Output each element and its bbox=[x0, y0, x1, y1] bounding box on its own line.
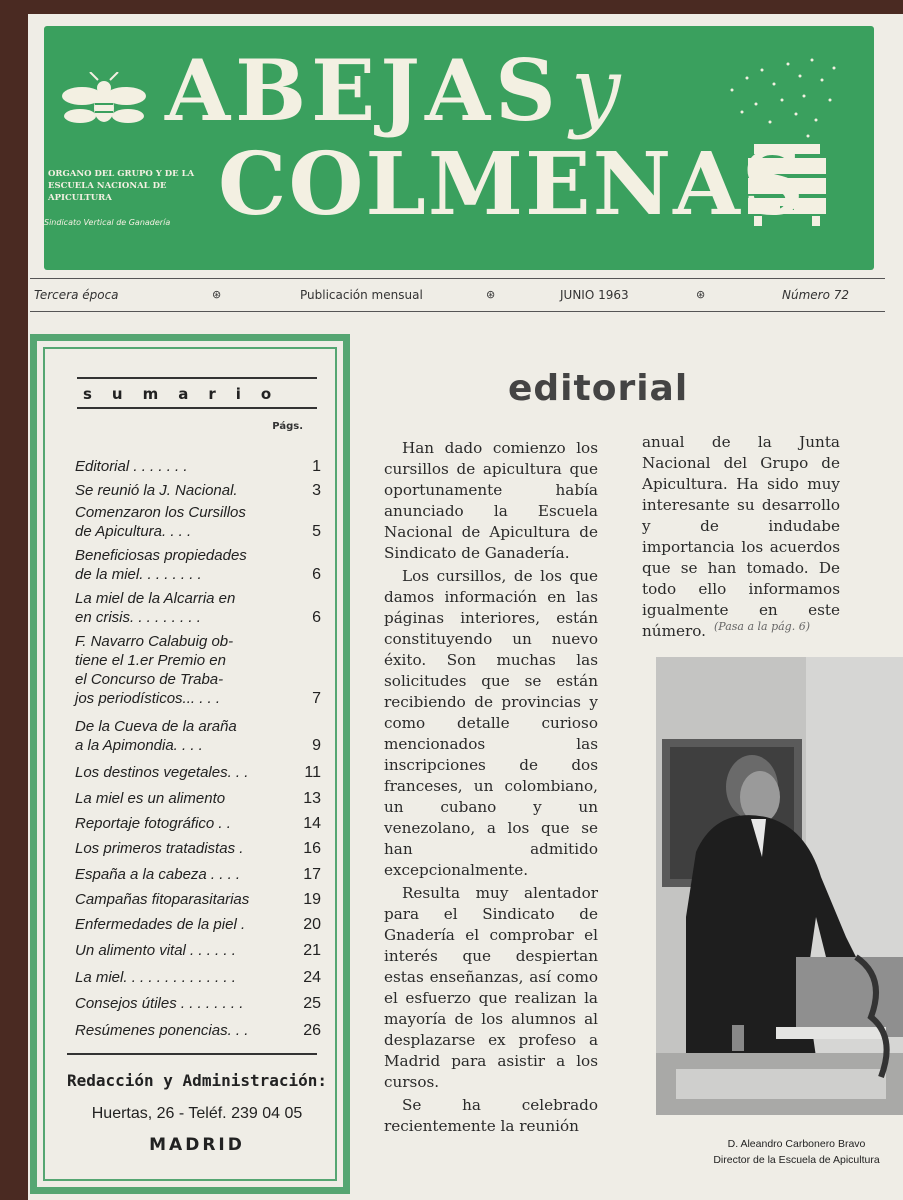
toc-page: 13 bbox=[303, 790, 321, 807]
toc-page: 25 bbox=[303, 995, 321, 1012]
toc-page: 9 bbox=[312, 737, 321, 754]
ciudad-label: MADRID bbox=[149, 1135, 245, 1155]
toc-item[interactable] bbox=[75, 546, 323, 584]
toc-title: Comenzaron los Cursillos de Apicultura. . . . bbox=[75, 504, 246, 540]
toc-page: 6 bbox=[312, 609, 321, 626]
toc-title: De la Cueva de la araña a la Apimondia. . . . bbox=[75, 718, 237, 754]
toc-item[interactable] bbox=[75, 763, 323, 782]
paragraph: Se ha celebrado recientemente la reunión bbox=[384, 1096, 598, 1135]
toc-item[interactable] bbox=[75, 589, 323, 627]
toc-title: Un alimento vital . . . . . . bbox=[75, 942, 236, 959]
toc-item[interactable] bbox=[75, 994, 323, 1013]
toc-title: Consejos útiles . . . . . . . . bbox=[75, 995, 244, 1012]
toc-item[interactable] bbox=[75, 814, 323, 833]
toc-page: 14 bbox=[303, 815, 321, 832]
toc-item[interactable] bbox=[75, 968, 323, 987]
toc-item[interactable] bbox=[75, 941, 323, 960]
toc-page: 11 bbox=[304, 764, 321, 781]
director-photo bbox=[656, 657, 903, 1115]
title-y: y bbox=[570, 38, 626, 141]
toc-item[interactable] bbox=[75, 717, 323, 755]
direccion-label: Huertas, 26 - Teléf. 239 04 05 bbox=[91, 1105, 303, 1122]
toc-page: 17 bbox=[303, 866, 321, 883]
caption-role: Director de la Escuela de Apiculturа bbox=[713, 1154, 880, 1166]
paragraph: Resulta muy alentador para el Sindicato de Gnadería el comprobar el interés que despiertan estas enseñanzas, así como el esfuerzo que realizan la mayoría de los alumnos al desplazarse ex profeso a Madrid para asistir a los cursos. bbox=[384, 884, 598, 1091]
ornament-icon: ⊛ bbox=[486, 288, 496, 301]
toc-item[interactable] bbox=[75, 632, 323, 708]
ornament-icon: ⊛ bbox=[212, 288, 222, 301]
toc-item[interactable] bbox=[75, 457, 323, 476]
divider bbox=[67, 1053, 317, 1055]
sindicato-text: Sindicato Vertical de Ganadería bbox=[44, 218, 171, 227]
paragraph: Los cursillos, de los que damos información en las páginas interiores, están constituyendo un nuevo éxito. Son muchas las solicitudes que se están recibiendo de provincias y como detalle curioso mencionados las inscripciones de dos franceses, un colombiano, un cubano y un venezolano, a los que se han admitido excepcionalmente. bbox=[384, 567, 598, 879]
toc-title: Los primeros tratadistas . bbox=[75, 840, 244, 857]
toc-page: 6 bbox=[312, 566, 321, 583]
editorial-heading: editorial bbox=[508, 368, 689, 409]
masthead-title-line2: COLMENAS bbox=[218, 134, 807, 235]
toc-item[interactable] bbox=[75, 890, 323, 909]
pags-label: Págs. bbox=[272, 421, 303, 432]
editorial-column-2 bbox=[642, 432, 840, 644]
toc-page: 7 bbox=[312, 690, 321, 707]
bee-icon bbox=[58, 72, 150, 142]
toc-title: Resúmenes ponencias. . . bbox=[75, 1022, 249, 1039]
toc-page: 1 bbox=[312, 458, 321, 475]
toc-item[interactable] bbox=[75, 503, 323, 541]
numero-label: Número 72 bbox=[782, 288, 850, 302]
editorial-column-1 bbox=[384, 438, 598, 1139]
toc-title: Campañas fitoparasitarias bbox=[75, 891, 250, 908]
toc-title: Reportaje fotográfico . . bbox=[75, 815, 231, 832]
toc-title: España a la cabeza . . . . bbox=[75, 866, 241, 883]
toc-title: F. Navarro Calabuig ob- tiene el 1.er Premio en el Concurso de Traba- jos periodísticos... . . . bbox=[75, 633, 234, 707]
paragraph: anual de la Junta Nacional del Grupo de Apicultura. Ha sido muy interesante su desarrollo y de indudabe importancia los acuerdos que se han tomado. De todo ello informamos igualmente en este número. bbox=[642, 433, 840, 640]
toc-title: Editorial . . . . . . . bbox=[75, 458, 188, 475]
photo-illustration bbox=[656, 657, 903, 1115]
toc-title: La miel. . . . . . . . . . . . . . bbox=[75, 969, 236, 986]
toc-title: Se reunió la J. Nacional. bbox=[75, 482, 238, 499]
toc-item[interactable] bbox=[75, 839, 323, 858]
publicacion-label: Publicación mensual bbox=[300, 288, 423, 302]
paragraph: Han dado comienzo los cursillos de apicultura que oportunamente había anunciado la Escuela Nacional de Apicultura de Sindicato de Ganadería. bbox=[384, 439, 598, 562]
photo-caption bbox=[690, 1136, 903, 1168]
toc-page: 5 bbox=[312, 523, 321, 540]
toc-item[interactable] bbox=[75, 789, 323, 808]
toc-title: Enfermedades de la piel . bbox=[75, 916, 246, 933]
toc-item[interactable] bbox=[75, 1021, 323, 1040]
sumario-box bbox=[30, 334, 350, 1194]
masthead-title-line1 bbox=[165, 38, 626, 141]
toc-page: 20 bbox=[303, 916, 321, 933]
toc-page: 16 bbox=[303, 840, 321, 857]
toc-item[interactable] bbox=[75, 915, 323, 934]
issue-info-strip bbox=[30, 278, 885, 312]
toc-page: 21 bbox=[303, 942, 321, 959]
toc-page: 19 bbox=[303, 891, 321, 908]
toc-title: La miel de la Alcarria en en crisis. . . . . . . . . bbox=[75, 590, 236, 626]
fecha-label: JUNIO 1963 bbox=[560, 288, 629, 302]
continued-note: (Pasa a la pág. 6) bbox=[714, 620, 811, 633]
sumario-heading: sumario bbox=[83, 385, 292, 403]
toc-title: Los destinos vegetales. . . bbox=[75, 764, 249, 781]
epoca-label: Tercera época bbox=[34, 288, 119, 302]
toc-page: 26 bbox=[303, 1022, 321, 1039]
ornament-icon: ⊛ bbox=[696, 288, 706, 301]
toc-page: 24 bbox=[303, 969, 321, 986]
caption-name: D. Aleandro Carbonero Bravo bbox=[727, 1138, 866, 1150]
toc-title: La miel es un alimento bbox=[75, 790, 226, 807]
toc-item[interactable] bbox=[75, 865, 323, 884]
divider bbox=[77, 407, 317, 409]
toc-title: Beneficiosas propiedades de la miel. . . . . . . . bbox=[75, 547, 247, 583]
title-abejas: ABEJAS bbox=[165, 41, 561, 140]
toc-item[interactable] bbox=[75, 481, 323, 500]
divider bbox=[77, 377, 317, 379]
organo-text: ORGANO DEL GRUPO Y DE LA ESCUELA NACIONAL DE APICULTURA bbox=[48, 169, 195, 203]
toc-page: 3 bbox=[312, 482, 321, 499]
redaccion-label: Redacción y Administración: bbox=[66, 1071, 328, 1090]
